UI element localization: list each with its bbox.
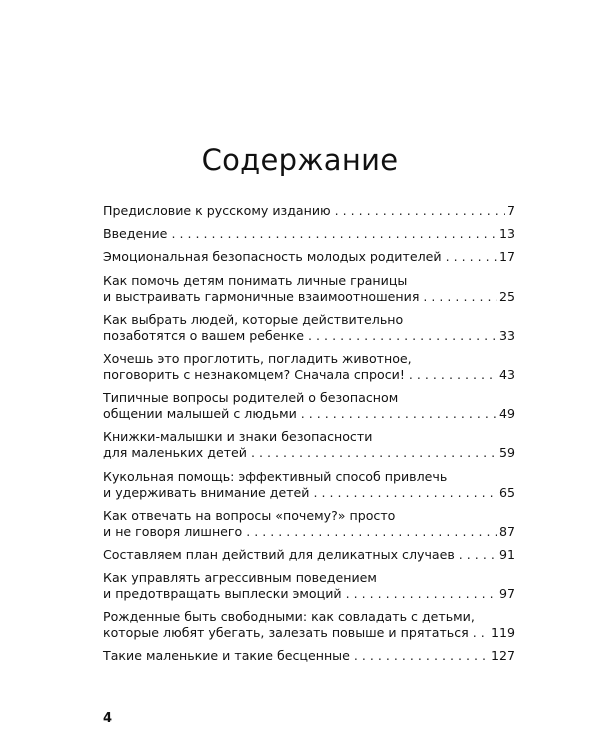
- toc-entry-title-line: и выстраивать гармоничные взаимоотношения: [103, 288, 420, 304]
- toc-entry: [103, 648, 515, 664]
- dot-leader: [308, 328, 497, 344]
- toc-entry: [103, 351, 515, 383]
- toc-entry-title-line: для маленьких детей: [103, 445, 247, 461]
- toc-entry-title-line: которые любят убегать, залезать повыше и прятаться: [103, 625, 469, 641]
- dot-leader: [473, 625, 489, 641]
- dot-leader: [409, 367, 497, 383]
- toc-entry-title-line: Как управлять агрессивным поведением: [103, 570, 377, 586]
- toc-entry-title: Эмоциональная безопасность молодых родителей: [103, 249, 442, 265]
- toc-page-number: 65: [498, 484, 515, 500]
- dot-leader: [354, 648, 489, 664]
- toc-entry-title: Введение: [103, 226, 168, 242]
- toc-page-number: 87: [498, 523, 515, 539]
- toc-entry-title-line: Книжки-малышки и знаки безопасности: [103, 429, 373, 445]
- toc-page-number: 97: [498, 586, 515, 602]
- toc-page-number: 7: [506, 203, 515, 218]
- toc-entry: [103, 469, 515, 501]
- toc-page-number: 91: [498, 546, 515, 562]
- dot-leader: [171, 226, 497, 242]
- toc-page-number: 127: [490, 648, 515, 664]
- toc-entry: [103, 203, 515, 219]
- toc-page-number: 49: [498, 406, 515, 422]
- toc-entry-title: Предисловие к русскому изданию: [103, 203, 331, 218]
- toc-entry-title-line: и удерживать внимание детей: [103, 484, 310, 500]
- toc-entry: [103, 273, 515, 305]
- toc-entry-title-line: позаботятся о вашем ребенке: [103, 327, 305, 343]
- dot-leader: [423, 289, 497, 305]
- page-number: 4: [103, 711, 113, 726]
- toc-entry: [103, 226, 515, 242]
- toc-entry-title-line: Хочешь это проглотить, погладить животное,: [103, 350, 412, 366]
- dot-leader: [346, 586, 497, 602]
- toc-page-number: 13: [498, 226, 515, 242]
- toc-entry: [103, 249, 515, 265]
- toc-entry-title: Такие маленькие и такие бесценные: [103, 648, 350, 664]
- dot-leader: [251, 445, 497, 461]
- toc-entry-title-line: Как отвечать на вопросы «почему?» просто: [103, 507, 396, 523]
- toc-entry: [103, 570, 515, 602]
- table-of-contents: [103, 203, 515, 672]
- dot-leader: [335, 203, 505, 219]
- toc-entry: [103, 508, 515, 540]
- toc-page-number: 25: [498, 288, 515, 304]
- dot-leader: [246, 524, 497, 540]
- toc-page-number: 119: [490, 625, 515, 641]
- toc-entry: [103, 609, 515, 641]
- toc-page-number: 43: [498, 366, 515, 382]
- toc-entry: [103, 312, 515, 344]
- toc-entry-title-line: Как выбрать людей, которые действительно: [103, 311, 404, 327]
- page-title: Содержание: [201, 143, 399, 177]
- dot-leader: [301, 406, 497, 422]
- toc-entry-title-line: поговорить с незнакомцем? Сначала спроси!: [103, 366, 405, 382]
- dot-leader: [459, 547, 497, 563]
- toc-entry-title-line: Рожденные быть свободными: как совладать с детьми,: [103, 609, 475, 625]
- toc-page-number: 17: [498, 249, 515, 265]
- toc-page-number: 33: [498, 327, 515, 343]
- toc-entry-title-line: Кукольная помощь: эффективный способ привлечь: [103, 468, 448, 484]
- dot-leader: [446, 249, 497, 265]
- toc-entry-title-line: и предотвращать выплески эмоций: [103, 586, 342, 602]
- toc-entry-title: Составляем план действий для деликатных случаев: [103, 546, 455, 562]
- dot-leader: [313, 485, 496, 501]
- toc-entry: [103, 547, 515, 563]
- toc-entry-title-line: Как помочь детям понимать личные границы: [103, 272, 408, 288]
- toc-entry-title-line: и не говоря лишнего: [103, 523, 243, 539]
- toc-page-number: 59: [498, 445, 515, 461]
- toc-entry: [103, 390, 515, 422]
- toc-entry-title-line: Типичные вопросы родителей о безопасном: [103, 390, 399, 406]
- toc-entry: [103, 429, 515, 461]
- toc-entry-title-line: общении малышей с людьми: [103, 406, 297, 422]
